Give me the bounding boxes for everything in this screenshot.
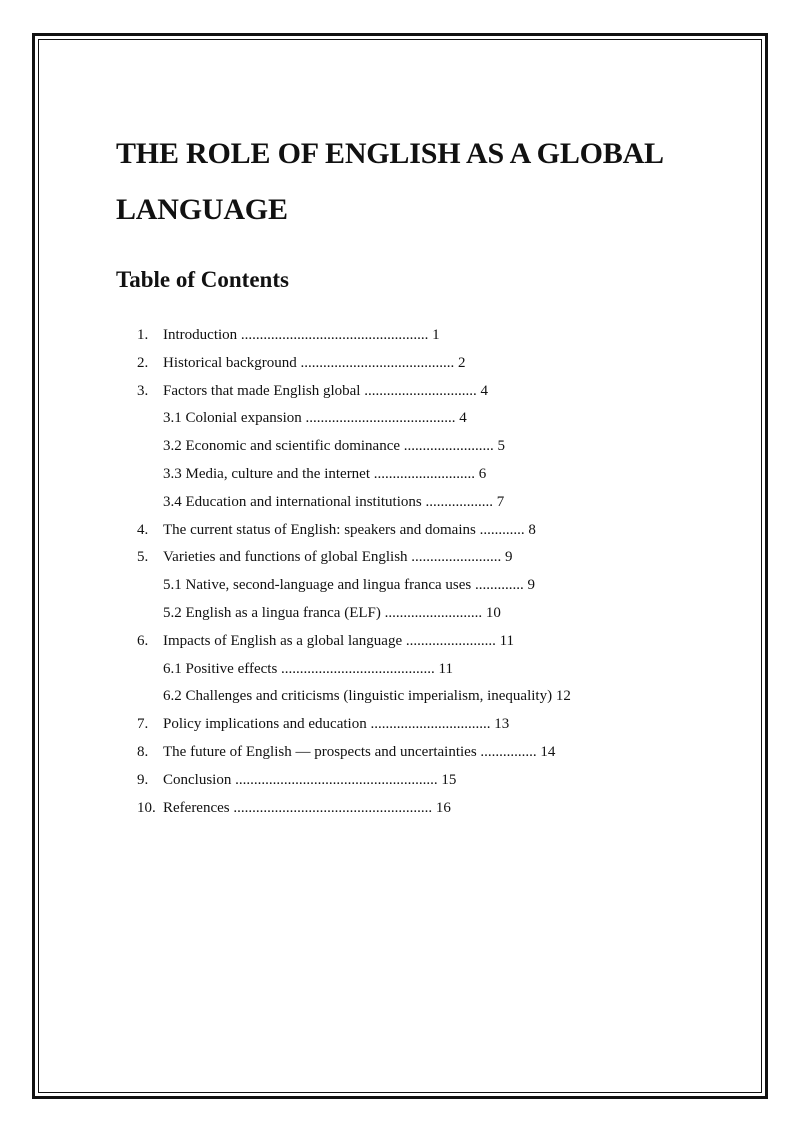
toc-subentry bbox=[137, 461, 717, 489]
toc-entry-number: 2. bbox=[137, 354, 149, 371]
toc-entry-text: The future of English — prospects and uncertainties ............... 14 bbox=[163, 743, 556, 760]
toc-entry bbox=[137, 378, 717, 406]
toc-entry-text: 5.2 English as a lingua franca (ELF) .......................... 10 bbox=[163, 604, 501, 621]
toc-entry bbox=[137, 517, 717, 545]
toc-subentry bbox=[137, 405, 717, 433]
toc-entry-number: 7. bbox=[137, 716, 149, 733]
toc-entry-text: 3.3 Media, culture and the internet ........................... 6 bbox=[163, 465, 487, 482]
toc-entry-number: 3. bbox=[137, 382, 149, 399]
toc-subentry bbox=[137, 489, 717, 517]
toc-entry-text: 3.1 Colonial expansion ........................................ 4 bbox=[163, 410, 467, 427]
toc-entry bbox=[137, 795, 717, 823]
toc-subentry bbox=[137, 683, 717, 711]
toc-entry-number: 1. bbox=[137, 327, 149, 343]
toc-entry-number: 9. bbox=[137, 771, 149, 788]
toc-entry-text: Policy implications and education ................................ 13 bbox=[163, 716, 510, 733]
toc-entry-number: 6. bbox=[137, 632, 149, 649]
toc-entry-text: Conclusion ...................................................... 15 bbox=[163, 771, 457, 788]
toc-entry bbox=[137, 711, 717, 739]
toc-subentry bbox=[137, 433, 717, 461]
toc-entry-number: 5. bbox=[137, 549, 149, 566]
toc-entry bbox=[137, 322, 717, 350]
toc-subentry bbox=[137, 656, 717, 684]
toc-entry-text: Varieties and functions of global English ........................ 9 bbox=[163, 549, 513, 566]
table-of-contents bbox=[137, 322, 717, 822]
toc-entry-number: 8. bbox=[137, 743, 149, 760]
toc-entry-text: 6.2 Challenges and criticisms (linguistic imperialism, inequality) 12 bbox=[163, 688, 571, 705]
document-title: THE ROLE OF ENGLISH AS A GLOBAL LANGUAGE bbox=[116, 137, 663, 226]
toc-entry-text: References ..................................................... 16 bbox=[163, 799, 451, 816]
toc-entry bbox=[137, 739, 717, 767]
toc-entry bbox=[137, 767, 717, 795]
toc-entry-number: 10. bbox=[137, 799, 156, 816]
toc-entry-text: Historical background ......................................... 2 bbox=[163, 354, 466, 371]
toc-entry-number: 4. bbox=[137, 521, 149, 538]
toc-entry-text: 6.1 Positive effects ......................................... 11 bbox=[163, 660, 453, 677]
toc-heading: Table of Contents bbox=[116, 267, 289, 292]
toc-entry-text: 3.4 Education and international institutions .................. 7 bbox=[163, 493, 505, 510]
toc-entry-text: The current status of English: speakers and domains ............ 8 bbox=[163, 521, 536, 538]
toc-entry-text: 5.1 Native, second-language and lingua franca uses ............. 9 bbox=[163, 577, 535, 594]
toc-entry-text: Introduction .................................................. 1 bbox=[163, 327, 440, 343]
toc-entry bbox=[137, 628, 717, 656]
toc-entry bbox=[137, 350, 717, 378]
toc-entry bbox=[137, 544, 717, 572]
toc-subentry bbox=[137, 600, 717, 628]
toc-subentry bbox=[137, 572, 717, 600]
toc-entry-text: Factors that made English global .............................. 4 bbox=[163, 382, 488, 399]
toc-entry-text: 3.2 Economic and scientific dominance ........................ 5 bbox=[163, 438, 506, 455]
toc-entry-text: Impacts of English as a global language ........................ 11 bbox=[163, 632, 515, 649]
